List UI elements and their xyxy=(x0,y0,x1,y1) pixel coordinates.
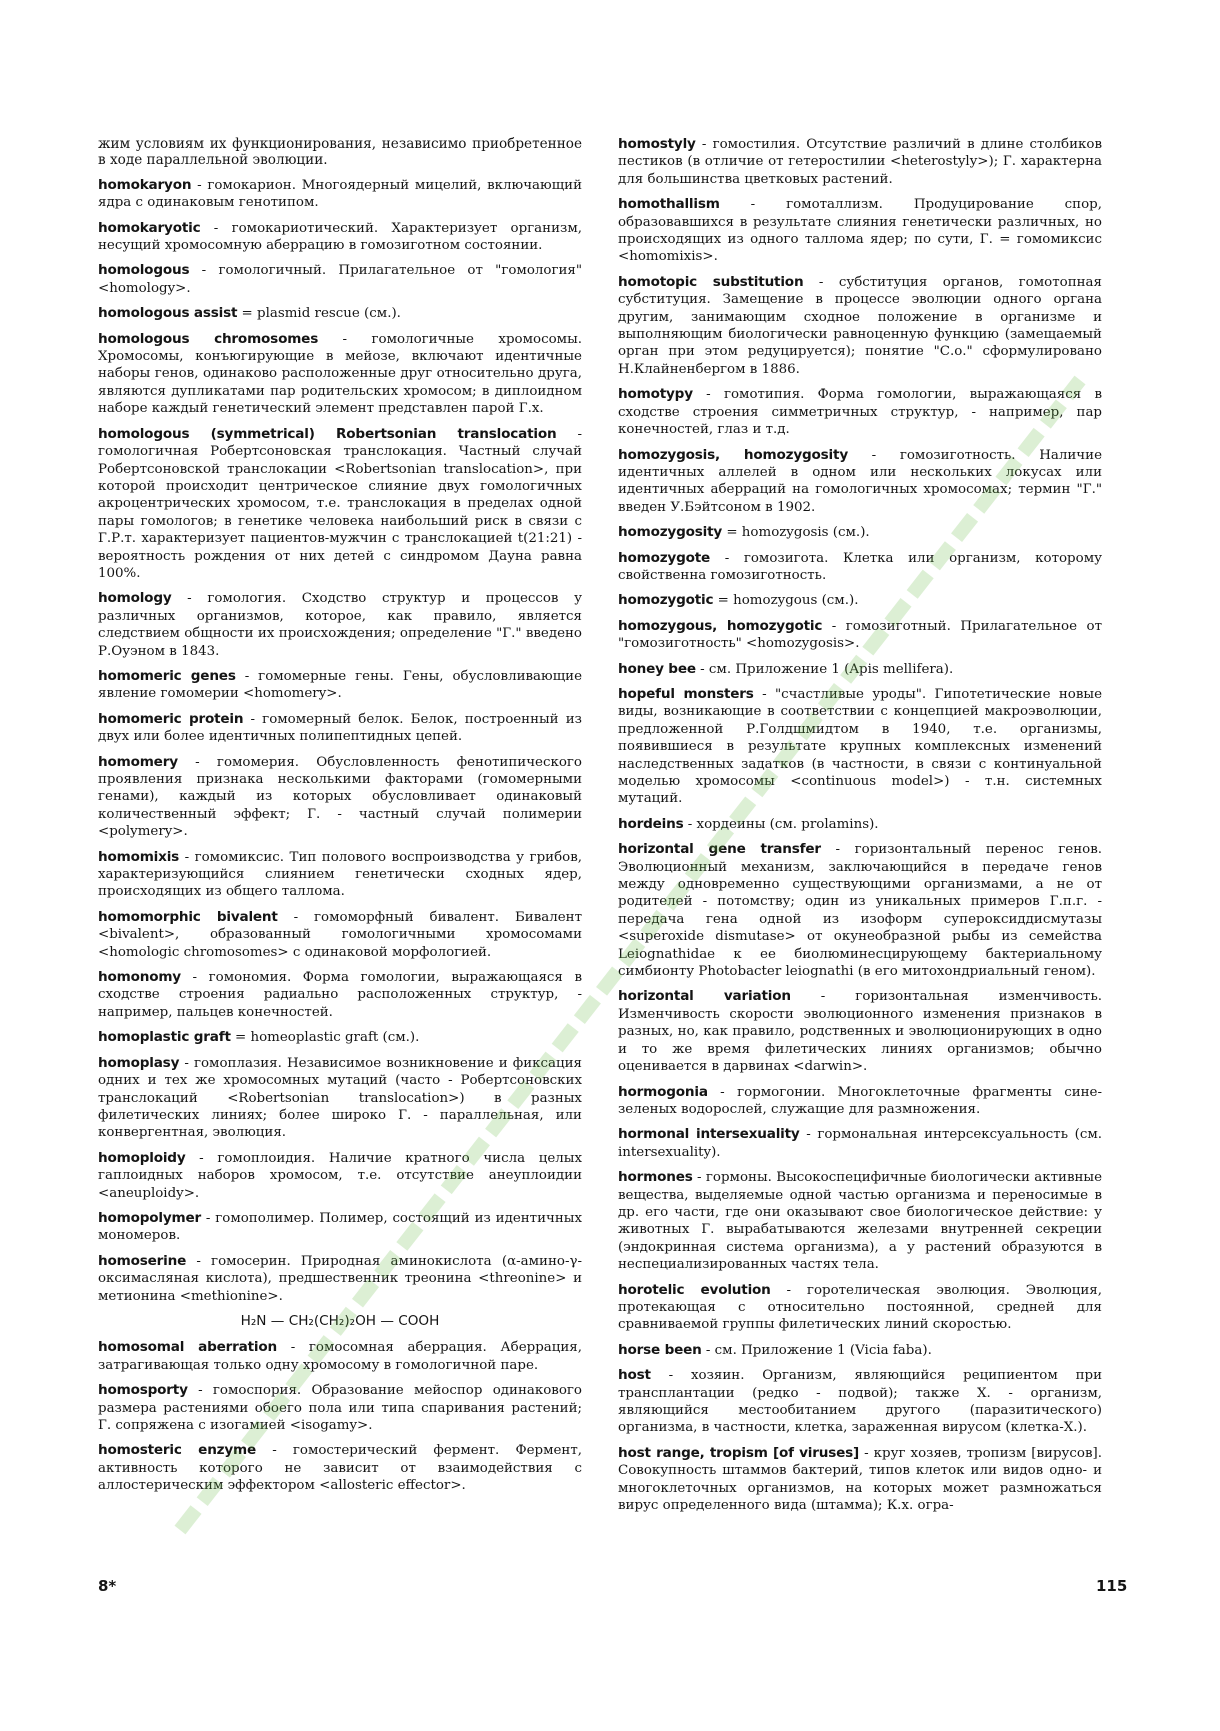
entry-definition: - гомологичные хромосомы. Хромосомы, конъюгирующие в мейозе, включают идентичные наборы генов, одинаково расположенные друг относительно друга, являются дупликатами пар родительских хромосом; в диплоидном наборе каждый генетический элемент представлен парой Г.х. xyxy=(98,331,582,417)
entry-definition: - гомостилия. Отсутствие различий в длине столбиков пестиков (в отличие от гетеростилии <heterostyly>); Г. характерна для большинства цветковых растений. xyxy=(618,137,1102,187)
dictionary-entry xyxy=(98,909,582,961)
entry-term: horse been xyxy=(618,1341,702,1358)
entry-definition: - круг хозяев, тропизм [вирусов]. Совокупность штаммов бактерий, типов клеток или видов одно- и многоклеточных организмов, на которых может размножаться вирус определенного вида (штамма); К.х. огра- xyxy=(618,1445,1102,1514)
entry-definition: - хордеины (см. prolamins). xyxy=(683,816,879,832)
dictionary-entry xyxy=(98,590,582,660)
entry-definition: - субституция органов, гомотопная субституция. Замещение в процессе эволюции одного органа другим, занимающим сходное положение в организме и выполняющим биологически равноценную функцию (замещаемый орган при этом редуцируется); понятие "С.о." сформулировано Н.Клайненбергом в 1886. xyxy=(618,274,1102,377)
entry-term: horizontal gene transfer xyxy=(618,841,821,858)
homoserine-formula: H₂N — CH₂(CH₂)₂OH — COOH xyxy=(240,1312,440,1329)
entry-definition: - "счастливые уроды". Гипотетические новые виды, возникающие в соответствии с концепцией макроэволюции, предложенной Р.Голдшмидтом в 1940, т.е. организмы, появившиеся в результате крупных комплексных изменений наследственных задатков (в частности, в связи с континуальной моделью хромосомы <continuous model>) - т.н. системных мутаций. xyxy=(618,686,1102,807)
entry-definition: - гомотипия. Форма гомологии, выражающаяся в сходстве строения симметричных структур, - например, пар конечностей, глаз и т.д. xyxy=(618,387,1102,438)
entry-term: horizontal variation xyxy=(618,988,791,1005)
entry-definition: - см. Приложение 1 (Apis mellifera). xyxy=(695,661,954,677)
entry-definition: - см. Приложение 1 (Vicia faba). xyxy=(701,1342,932,1358)
dictionary-entry xyxy=(618,618,1102,653)
page-number: 115 xyxy=(1096,1577,1128,1595)
signature-mark: 8* xyxy=(98,1577,117,1595)
dictionary-entry xyxy=(98,177,582,212)
entry-term: homosteric enzyme xyxy=(98,1442,257,1459)
entry-definition: - гомоплазия. Независимое возникновение и фиксация одних и тех же хромосомных мутаций (часто - Робертсоновских транслокаций <Robertsonian translocation>) в разных филетических линиях; более широко Г. - параллельная, или конвергентная, эволюция. xyxy=(98,1055,582,1141)
dictionary-entry xyxy=(98,1253,582,1305)
right-entries xyxy=(618,136,1102,1514)
entry-term: homozygosity xyxy=(618,524,723,541)
entry-definition: - горизонтальная изменчивость. Изменчивость скорости эволюционного изменения признаков в разных, но, как правило, родственных и эволюционирующих в одно и то же время филетических линиях организмов; обычно оценивается в дарвинах <darwin>. xyxy=(618,989,1103,1075)
dictionary-entry xyxy=(98,1150,582,1202)
entry-term: homologous (symmetrical) Robertsonian translocation xyxy=(98,425,557,442)
dictionary-entry xyxy=(98,711,582,746)
entry-term: homomeric genes xyxy=(98,667,236,684)
entry-definition: - гомоспория. Образование мейоспор одинакового размера растениями обоего пола или типа спаривания растений; Г. сопряжена с изогамией <isogamy>. xyxy=(98,1383,582,1433)
entry-definition: - гомозигота. Клетка или организм, которому свойственна гомозиготность. xyxy=(618,550,1102,583)
dictionary-entry xyxy=(618,1282,1102,1334)
dictionary-entry xyxy=(98,1210,582,1245)
dictionary-entry xyxy=(618,1445,1102,1515)
dictionary-entry xyxy=(618,988,1102,1075)
dictionary-entry xyxy=(618,592,1102,609)
entry-definition: - гомоталлизм. Продуцирование спор, образовавшихся в результате слияния генетически различных, но происходящих из одного таллома ядер; по сути, Г. = гомомиксис <homomixis>. xyxy=(618,197,1102,265)
entry-definition: - гомоморфный бивалент. Бивалент <bivalent>, образованный гомологичными хромосомами <homologic chromosomes> с одинаковой морфологией. xyxy=(98,909,582,960)
dictionary-entry xyxy=(618,1084,1102,1119)
entry-definition: - гомомерный белок. Белок, построенный из двух или более идентичных полипептидных цепей. xyxy=(98,711,582,745)
entry-definition: - гомостерический фермент. Фермент, активность которого не зависит от взаимодействия с аллостерическим эффектором <allosteric effector>. xyxy=(98,1443,583,1494)
entry-definition: - горотелическая эволюция. Эволюция, протекающая с относительно постоянной, средней для сравниваемой группы филетических линий скоростью. xyxy=(618,1282,1102,1333)
entry-term: homokaryon xyxy=(98,176,192,193)
entry-definition: - гомомерные гены. Гены, обусловливающие явление гомомерии <homomery>. xyxy=(98,668,582,702)
dictionary-entry xyxy=(98,1382,582,1434)
entry-term: hordeins xyxy=(618,815,684,832)
entry-definition: = plasmid rescue (см.). xyxy=(237,306,401,322)
entry-definition: - хозяин. Организм, являющийся реципиентом при трансплантации (редко - подвой); также Х. - организм, являющийся местообитанием другого (паразитического) организма, в частности, клетка, зараженная вирусом (клетка-Х.). xyxy=(618,1368,1102,1436)
entry-term: homomixis xyxy=(98,848,180,865)
entry-definition: - гомоплоидия. Наличие кратного числа целых гаплоидных наборов хромосом, т.е. отсутствие анеуплоидии <aneuploidy>. xyxy=(98,1150,582,1201)
dictionary-entry xyxy=(98,969,582,1021)
entry-term: homostyly xyxy=(618,136,696,152)
entry-term: hormogonia xyxy=(618,1083,708,1100)
dictionary-entry xyxy=(618,661,1102,678)
dictionary-entry xyxy=(618,1169,1102,1273)
entry-definition: - гормогонии. Многоклеточные фрагменты сине-зеленых водорослей, служащие для размножения. xyxy=(618,1084,1102,1117)
entry-term: homologous xyxy=(98,262,190,279)
entry-definition: - гомологичный. Прилагательное от "гомология" <homology>. xyxy=(98,263,582,296)
left-entries-after xyxy=(98,1339,582,1494)
entry-definition: - гомомиксис. Тип полового воспроизводства у грибов, характеризующийся слиянием генетически сходных ядер, происходящих из общего таллома. xyxy=(98,849,582,900)
dictionary-entry xyxy=(618,274,1102,378)
entry-term: homosporty xyxy=(98,1382,188,1399)
entry-definition: - гормональная интерсексуальность (см. intersexuality). xyxy=(618,1127,1103,1160)
entry-term: homologous chromosomes xyxy=(98,330,319,347)
dictionary-entry xyxy=(98,849,582,901)
entry-term: hopeful monsters xyxy=(618,685,754,702)
entry-term: honey bee xyxy=(618,660,696,677)
dictionary-entry xyxy=(618,841,1102,980)
dictionary-entry xyxy=(618,1126,1102,1161)
entry-definition: - гомономия. Форма гомологии, выражающаяся в сходстве строения радиально расположенных структур, - например, пальцев конечностей. xyxy=(98,970,582,1020)
dictionary-entry xyxy=(618,196,1102,266)
entry-term: homoserine xyxy=(98,1252,187,1269)
entry-term: hormonal intersexuality xyxy=(618,1126,800,1143)
entry-term: homozygous, homozygotic xyxy=(618,617,823,634)
entry-definition: = homozygous (см.). xyxy=(713,593,859,609)
entry-definition: - гормоны. Высокоспецифичные биологически активные вещества, выделяемые одной частью организма и переносимые в др. его части, где они оказывают свое биологическое действие: у животных Г. вырабатываются железами внутренней секреции (эндокринная система организма), а у растений образуются в неспециализированных частях тела. xyxy=(618,1170,1102,1273)
dictionary-entry xyxy=(98,1339,582,1374)
entry-term: hormones xyxy=(618,1169,693,1186)
dictionary-entry xyxy=(618,524,1102,541)
dictionary-entry xyxy=(98,754,582,841)
dictionary-entry xyxy=(98,1442,582,1494)
dictionary-entry xyxy=(618,1367,1102,1437)
entry-term: homoploidy xyxy=(98,1149,186,1166)
dictionary-entry xyxy=(618,447,1102,517)
entry-term: homotypy xyxy=(618,386,693,403)
left-column xyxy=(98,136,582,1503)
dictionary-entry xyxy=(618,816,1102,833)
entry-term: homonomy xyxy=(98,969,181,986)
entry-term: homotopic substitution xyxy=(618,273,804,290)
entry-term: homozygosis, homozygosity xyxy=(618,446,848,463)
dictionary-entry xyxy=(618,1342,1102,1359)
entry-term: homothallism xyxy=(618,196,720,213)
dictionary-entry xyxy=(98,1055,582,1142)
entry-definition: - гомомерия. Обусловленность фенотипического проявления признака несколькими факторами (гомомерными генами), каждый из которых обусловливает одинаковый количественный эффект; Г. - частный случай полимерии <polymery>. xyxy=(98,754,582,840)
dictionary-entry xyxy=(98,331,582,418)
entry-term: homokaryotic xyxy=(98,219,201,236)
entry-term: homopolymer xyxy=(98,1209,201,1226)
entry-term: homozygotic xyxy=(618,592,714,609)
dictionary-entry xyxy=(618,550,1102,585)
entry-term: homologous assist xyxy=(98,305,238,322)
entry-term: horotelic evolution xyxy=(618,1281,771,1298)
entry-definition: - гомополимер. Полимер, состоящий из идентичных мономеров. xyxy=(98,1210,582,1244)
dictionary-entry xyxy=(618,386,1102,438)
entry-definition: - гомокариотический. Характеризует организм, несущий хромосомную аберрацию в гомозиготном состоянии. xyxy=(98,220,582,254)
entry-term: homosomal aberration xyxy=(98,1339,277,1356)
entry-definition: - гомосомная аберрация. Аберрация, затрагивающая только одну хромосому в гомологичной паре. xyxy=(98,1340,582,1373)
entry-definition: - гомозиготность. Наличие идентичных аллелей в одном или нескольких локусах или идентичных аберраций на гомологичных хромосомах; термин "Г." введен У.Бэйтсоном в 1902. xyxy=(618,447,1102,515)
entry-definition: = homozygosis (см.). xyxy=(722,525,870,541)
entry-definition: - горизонтальный перенос генов. Эволюционный механизм, заключающийся в передаче генов между одновременно существующими организмами, а не от родителей - потомству; один из уникальных примеров Г.п.г. - передача гена одной из изоформ супероксиддисмутазы <superoxide dismutase> от окунеобразной рыбы из семейства Leiognathidae к ее биолюминесцирующему бактериальному симбионту Photobacter leiognathi (в его митохондриальный геном). xyxy=(618,842,1102,980)
entry-definition: - гомосерин. Природная аминокислота (α-амино-γ-оксимасляная кислота), предшественник треонина <threonine> и метионина <methionine>. xyxy=(98,1253,582,1304)
entry-term: homomeric protein xyxy=(98,710,244,727)
entry-term: host range, tropism [of viruses] xyxy=(618,1444,860,1461)
entry-definition: - гомологичная Робертсоновская транслокация. Частный случай Робертсоновской транслокации <Robertsonian translocation>, при которой происходит центрическое слияние двух гомологичных акроцентрических хромосом, т.е. транслокация в пределах одной пары гомологов; в генетике человека наибольший риск в связи с Г.Р.т. характеризует пациентов-мужчин с транслокацией t(21:21) - вероятность рождения от них детей с синдромом Дауна равна 100%. xyxy=(98,426,582,581)
dictionary-entry xyxy=(98,1029,582,1046)
dictionary-entry xyxy=(98,220,582,255)
entry-definition: = homeoplastic graft (см.). xyxy=(230,1030,420,1046)
entry-term: host xyxy=(618,1367,651,1384)
entry-term: homomorphic bivalent xyxy=(98,908,278,925)
entry-term: homozygote xyxy=(618,549,711,566)
entry-definition: - гомокарион. Многоядерный мицелий, включающий ядра с одинаковым генотипом. xyxy=(98,177,582,211)
dictionary-entry xyxy=(98,262,582,297)
dictionary-entry xyxy=(98,305,582,322)
entry-definition: - гомозиготный. Прилагательное от "гомозиготность" <homozygosis>. xyxy=(618,618,1102,652)
entry-term: homomery xyxy=(98,753,178,770)
entry-term: homology xyxy=(98,590,172,607)
continuation-text: жим условиям их функционирования, независимо приобретенное в ходе параллельной эволюции. xyxy=(98,136,582,169)
entry-term: homoplasy xyxy=(98,1054,180,1071)
left-entries xyxy=(98,177,582,1305)
entry-term: homoplastic graft xyxy=(98,1029,231,1046)
right-column xyxy=(618,136,1102,1522)
dictionary-entry xyxy=(618,686,1102,808)
entry-definition: - гомология. Сходство структур и процессов у различных организмов, которое, как правило, является следствием общности их происхождения; определение "Г." введено Р.Оуэном в 1843. xyxy=(98,591,582,659)
dictionary-entry xyxy=(98,426,582,583)
dictionary-entry xyxy=(98,668,582,703)
dictionary-entry xyxy=(618,136,1102,188)
